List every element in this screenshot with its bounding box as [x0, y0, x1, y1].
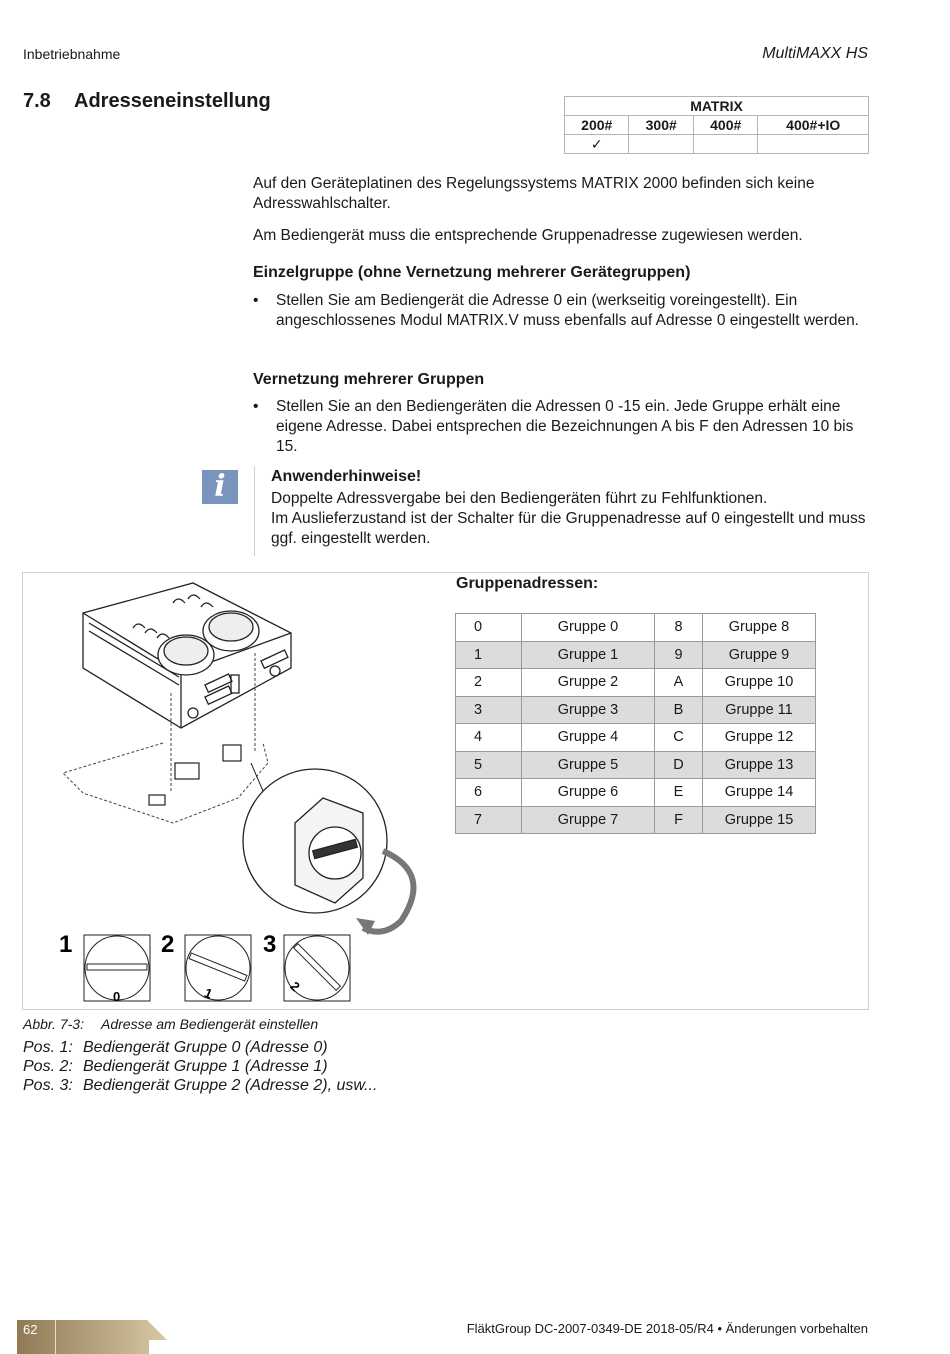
device-body: [83, 583, 291, 728]
table-cell: Gruppe 3: [522, 696, 655, 724]
table-cell: Gruppe 5: [522, 751, 655, 779]
switch-components: [149, 745, 241, 805]
dial-icon: [185, 935, 251, 1002]
paragraph: Auf den Geräteplatinen des Regelungssystems MATRIX 2000 befinden sich keine Adresswahlschalter.: [253, 175, 815, 212]
header-chapter: Inbetriebnahme: [23, 46, 121, 62]
subheading-single-group: Einzelgruppe (ohne Vernetzung mehrerer Gerätegruppen): [253, 264, 691, 281]
matrix-title: MATRIX: [565, 97, 869, 116]
table-cell: Gruppe 0: [522, 614, 655, 642]
table-cell: C: [655, 724, 703, 752]
table-cell: 4: [456, 724, 522, 752]
caption-label: Abbr. 7-3:: [23, 1016, 84, 1032]
position-label: 2: [161, 931, 175, 958]
matrix-cell: [629, 135, 693, 154]
table-row: [456, 806, 816, 834]
table-cell: Gruppe 4: [522, 724, 655, 752]
table-cell: Gruppe 9: [703, 641, 816, 669]
info-icon: i: [202, 470, 238, 504]
matrix-col: 200#: [565, 116, 629, 135]
rotary-switch-icon: [295, 798, 363, 903]
note-line-1: Doppelte Adressvergabe bei den Bediengeräten führt zu Fehlfunktionen.: [271, 490, 768, 507]
table-cell: Gruppe 6: [522, 779, 655, 807]
table-cell: Gruppe 7: [522, 806, 655, 834]
dial-icon: [84, 935, 150, 1004]
table-cell: 9: [655, 641, 703, 669]
position-item-label: Pos. 3:: [23, 1077, 73, 1094]
table-cell: Gruppe 15: [703, 806, 816, 834]
matrix-cell: [758, 135, 869, 154]
footer-text: FläktGroup DC-2007-0349-DE 2018-05/R4 • Änderungen vorbehalten: [466, 1321, 868, 1336]
table-row: [456, 614, 816, 642]
note-line-2: Im Auslieferzustand ist der Schalter für die Gruppenadresse auf 0 eingestellt und muss ggf. eingestellt werden.: [271, 510, 866, 547]
note-text: [271, 489, 871, 549]
group-table-title: Gruppenadressen:: [456, 575, 599, 592]
position-item-text: Bediengerät Gruppe 0 (Adresse 0): [83, 1039, 328, 1056]
table-cell: 6: [456, 779, 522, 807]
table-cell: F: [655, 806, 703, 834]
footer-page-tab: [17, 1320, 167, 1354]
matrix-cell: [693, 135, 757, 154]
table-cell: 0: [456, 614, 522, 642]
table-cell: A: [655, 669, 703, 697]
zoom-leader: [251, 763, 263, 791]
bullet-text: Stellen Sie an den Bediengeräten die Adressen 0 -15 ein. Jede Gruppe erhält eine eigene Adresse. Dabei entsprechen die Bezeichnungen A bis F den Adressen 10 bis 15.: [276, 398, 854, 455]
matrix-compat-table: [564, 96, 869, 154]
table-row: [456, 641, 816, 669]
position-item-label: Pos. 2:: [23, 1058, 73, 1075]
device-illustration: [23, 573, 448, 1007]
dial-value: 1: [202, 985, 215, 1002]
table-cell: D: [655, 751, 703, 779]
position-item: [23, 1058, 328, 1076]
table-cell: 5: [456, 751, 522, 779]
table-cell: Gruppe 10: [703, 669, 816, 697]
section-number: 7.8: [23, 90, 51, 112]
bullet-text: Stellen Sie am Bediengerät die Adresse 0 ein (werkseitig voreingestellt). Ein angeschlossenes Modul MATRIX.V muss ebenfalls auf Adresse 0 eingestellt werden.: [276, 292, 859, 329]
dial-value: 0: [113, 989, 121, 1004]
table-row: [456, 751, 816, 779]
table-cell: Gruppe 11: [703, 696, 816, 724]
position-label: 1: [59, 931, 73, 958]
matrix-col: 300#: [629, 116, 693, 135]
paragraph: Am Bediengerät muss die entsprechende Gruppenadresse zugewiesen werden.: [253, 227, 803, 244]
bullet-dot: •: [253, 398, 259, 415]
position-item: [23, 1039, 328, 1057]
dial-set: [59, 931, 350, 1004]
check-icon: ✓: [565, 135, 629, 154]
section-title: Adresseneinstellung: [74, 90, 271, 112]
note-divider: [254, 466, 255, 556]
table-row: [456, 696, 816, 724]
table-row: [456, 779, 816, 807]
table-cell: Gruppe 12: [703, 724, 816, 752]
figure-caption: [23, 1016, 318, 1032]
page-number: 62: [23, 1322, 38, 1337]
dial-icon: [284, 935, 350, 1001]
position-item-text: Bediengerät Gruppe 1 (Adresse 1): [83, 1058, 328, 1075]
table-cell: 7: [456, 806, 522, 834]
table-cell: 2: [456, 669, 522, 697]
table-cell: E: [655, 779, 703, 807]
position-label: 3: [263, 931, 277, 958]
header-product: MultiMAXX HS: [762, 45, 868, 62]
subheading-network: Vernetzung mehrerer Gruppen: [253, 371, 485, 388]
caption-text: Adresse am Bediengerät einstellen: [101, 1016, 319, 1032]
table-cell: Gruppe 13: [703, 751, 816, 779]
table-cell: Gruppe 1: [522, 641, 655, 669]
position-item: [23, 1077, 377, 1095]
table-row: [456, 724, 816, 752]
table-cell: 1: [456, 641, 522, 669]
bullet-dot: •: [253, 292, 259, 309]
table-cell: Gruppe 14: [703, 779, 816, 807]
matrix-col: 400#+IO: [758, 116, 869, 135]
group-address-table: [455, 613, 816, 834]
dial-value: 2: [287, 978, 303, 995]
table-cell: Gruppe 8: [703, 614, 816, 642]
matrix-col: 400#: [693, 116, 757, 135]
table-cell: B: [655, 696, 703, 724]
table-row: [456, 669, 816, 697]
table-cell: 8: [655, 614, 703, 642]
table-cell: 3: [456, 696, 522, 724]
note-title: Anwenderhinweise!: [271, 468, 422, 485]
position-item-label: Pos. 1:: [23, 1039, 73, 1056]
position-item-text: Bediengerät Gruppe 2 (Adresse 2), usw...: [83, 1077, 378, 1094]
table-cell: Gruppe 2: [522, 669, 655, 697]
